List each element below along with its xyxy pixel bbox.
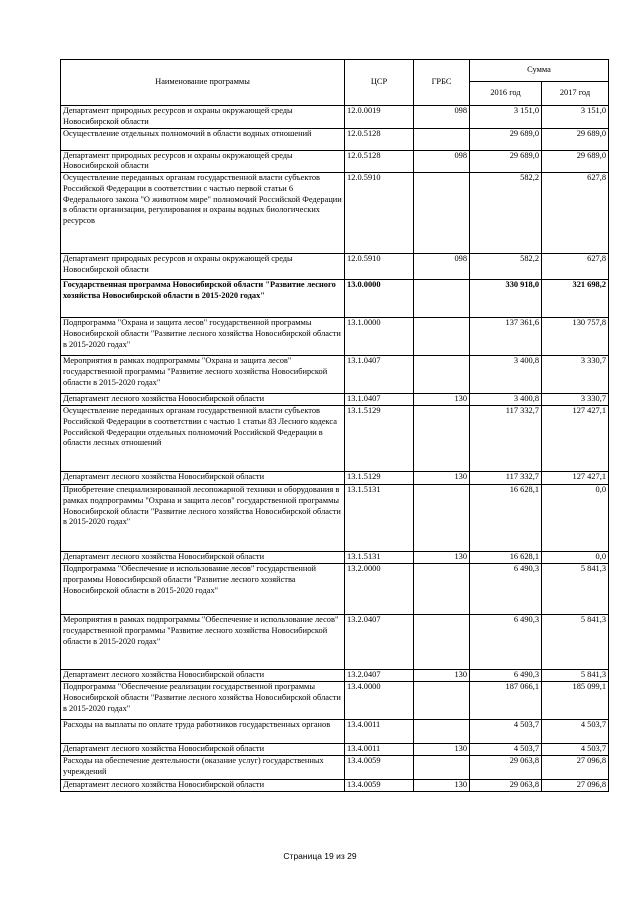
table-row: [61, 485, 609, 552]
amount-2016-cell: 6 490,3: [470, 670, 542, 682]
csr-cell: 12.0.5910: [345, 173, 414, 254]
grbs-cell: [414, 280, 470, 318]
grbs-cell: 130: [414, 780, 470, 792]
program-name-cell: Осуществление переданных органам государственной власти субъектов Российской Федерации в соответствии с частью 1 статьи 83 Лесного кодекса Российской Федерации отдельных полномочий Российской Федерации в области лесных отношений: [61, 406, 345, 472]
amount-2017-cell: 321 698,2: [542, 280, 609, 318]
program-name-cell: Мероприятия в рамках подпрограммы "Охрана и защита лесов" государственной программы "Развитие лесного хозяйства Новосибирской области в 2015-2020 годах": [61, 356, 345, 394]
program-name-cell: Департамент лесного хозяйства Новосибирской области: [61, 744, 345, 756]
amount-2017-cell: 3 151,0: [542, 106, 609, 129]
table-row: [61, 472, 609, 485]
amount-2016-cell: 29 063,8: [470, 756, 542, 780]
amount-2017-cell: 29 689,0: [542, 150, 609, 173]
amount-2017-cell: 185 099,1: [542, 682, 609, 720]
grbs-cell: [414, 318, 470, 356]
table-row: [61, 106, 609, 129]
amount-2017-cell: 130 757,8: [542, 318, 609, 356]
amount-2017-cell: 627,8: [542, 173, 609, 254]
program-name-cell: Расходы на обеспечение деятельности (оказание услуг) государственных учреждений: [61, 756, 345, 780]
program-name-cell: Расходы на выплаты по оплате труда работников государственных органов: [61, 720, 345, 744]
header-year-2017: 2017 год: [542, 82, 609, 106]
amount-2016-cell: 29 063,8: [470, 780, 542, 792]
csr-cell: 13.2.0407: [345, 670, 414, 682]
program-name-cell: Подпрограмма "Охрана и защита лесов" государственной программы Новосибирской области "Развитие лесного хозяйства Новосибирской области в 2015-2020 годах": [61, 318, 345, 356]
amount-2017-cell: 5 841,3: [542, 564, 609, 615]
table-row: [61, 780, 609, 792]
csr-cell: 12.0.5128: [345, 150, 414, 173]
grbs-cell: 130: [414, 744, 470, 756]
table-header: [61, 60, 609, 106]
table-row: [61, 720, 609, 744]
table-row: [61, 406, 609, 472]
program-name-cell: Подпрограмма "Обеспечение и использование лесов" государственной программы Новосибирской области "Развитие лесного хозяйства Новосибирской области в 2015-2020 годах": [61, 564, 345, 615]
grbs-cell: [414, 128, 470, 150]
table-row: [61, 356, 609, 394]
csr-cell: 13.4.0011: [345, 744, 414, 756]
program-name-cell: Приобретение специализированной лесопожарной техники и оборудования в рамках подпрограммы "Охрана и защита лесов" государственной программы Новосибирской области "Развитие лесного хозяйства Новосибирской области в 2015-2020 годах": [61, 485, 345, 552]
amount-2016-cell: 16 628,1: [470, 485, 542, 552]
csr-cell: 13.1.0000: [345, 318, 414, 356]
csr-cell: 13.2.0000: [345, 564, 414, 615]
program-name-cell: Осуществление переданных органам государственной власти субъектов Российской Федерации в соответствии с частью первой статьи 6 Федерального закона "О животном мире" полномочий Российской Федерации в области организации, регулирования и охраны водных биологических ресурсов: [61, 173, 345, 254]
csr-cell: 12.0.5128: [345, 128, 414, 150]
amount-2017-cell: 127 427,1: [542, 406, 609, 472]
program-name-cell: Департамент лесного хозяйства Новосибирской области: [61, 394, 345, 406]
table-row: [61, 254, 609, 280]
grbs-cell: [414, 682, 470, 720]
header-sum: Сумма: [470, 60, 609, 82]
header-name: Наименование программы: [61, 60, 345, 106]
csr-cell: 13.1.0407: [345, 394, 414, 406]
grbs-cell: [414, 356, 470, 394]
csr-cell: 12.0.5910: [345, 254, 414, 280]
table-row: [61, 128, 609, 150]
grbs-cell: [414, 173, 470, 254]
program-name-cell: Департамент лесного хозяйства Новосибирской области: [61, 780, 345, 792]
program-name-cell: Департамент лесного хозяйства Новосибирской области: [61, 670, 345, 682]
amount-2016-cell: 4 503,7: [470, 720, 542, 744]
table-row: [61, 552, 609, 564]
amount-2016-cell: 137 361,6: [470, 318, 542, 356]
amount-2016-cell: 16 628,1: [470, 552, 542, 564]
amount-2016-cell: 582,2: [470, 254, 542, 280]
grbs-cell: [414, 564, 470, 615]
header-csr: ЦСР: [345, 60, 414, 106]
grbs-cell: 130: [414, 670, 470, 682]
header-year-2016: 2016 год: [470, 82, 542, 106]
amount-2016-cell: 6 490,3: [470, 564, 542, 615]
program-name-cell: Департамент лесного хозяйства Новосибирской области: [61, 472, 345, 485]
csr-cell: 13.4.0000: [345, 682, 414, 720]
amount-2016-cell: 3 151,0: [470, 106, 542, 129]
amount-2017-cell: 29 689,0: [542, 128, 609, 150]
amount-2017-cell: 3 330,7: [542, 394, 609, 406]
table-row: [61, 744, 609, 756]
grbs-cell: [414, 720, 470, 744]
header-grbs: ГРБС: [414, 60, 470, 106]
table-body: [61, 106, 609, 792]
amount-2016-cell: 187 066,1: [470, 682, 542, 720]
amount-2016-cell: 582,2: [470, 173, 542, 254]
csr-cell: 13.1.5129: [345, 472, 414, 485]
amount-2017-cell: 127 427,1: [542, 472, 609, 485]
grbs-cell: [414, 406, 470, 472]
table-row: [61, 318, 609, 356]
table-row: [61, 564, 609, 615]
csr-cell: 13.1.5131: [345, 552, 414, 564]
table-row: [61, 756, 609, 780]
amount-2016-cell: 330 918,0: [470, 280, 542, 318]
amount-2016-cell: 117 332,7: [470, 406, 542, 472]
program-name-cell: Департамент лесного хозяйства Новосибирской области: [61, 552, 345, 564]
table-row: [61, 173, 609, 254]
program-name-cell: Подпрограмма "Обеспечение реализации государственной программы Новосибирской области "Развитие лесного хозяйства Новосибирской области в 2015-2020 годах": [61, 682, 345, 720]
grbs-cell: [414, 485, 470, 552]
amount-2016-cell: 29 689,0: [470, 150, 542, 173]
amount-2016-cell: 3 400,8: [470, 356, 542, 394]
amount-2017-cell: 4 503,7: [542, 744, 609, 756]
csr-cell: 13.0.0000: [345, 280, 414, 318]
table-row: [61, 150, 609, 173]
amount-2017-cell: 5 841,3: [542, 615, 609, 670]
amount-2017-cell: 27 096,8: [542, 780, 609, 792]
amount-2017-cell: 4 503,7: [542, 720, 609, 744]
grbs-cell: 130: [414, 552, 470, 564]
amount-2016-cell: 6 490,3: [470, 615, 542, 670]
grbs-cell: 098: [414, 150, 470, 173]
grbs-cell: [414, 756, 470, 780]
grbs-cell: 130: [414, 472, 470, 485]
amount-2017-cell: 0,0: [542, 552, 609, 564]
budget-table: [60, 59, 609, 792]
csr-cell: 13.1.0407: [345, 356, 414, 394]
csr-cell: 13.1.5131: [345, 485, 414, 552]
csr-cell: 12.0.0019: [345, 106, 414, 129]
table-row: [61, 682, 609, 720]
amount-2017-cell: 27 096,8: [542, 756, 609, 780]
amount-2017-cell: 3 330,7: [542, 356, 609, 394]
grbs-cell: 130: [414, 394, 470, 406]
program-name-cell: Государственная программа Новосибирской области "Развитие лесного хозяйства Новосибирской области в 2015-2020 годах": [61, 280, 345, 318]
amount-2017-cell: 627,8: [542, 254, 609, 280]
program-name-cell: Департамент природных ресурсов и охраны окружающей среды Новосибирской области: [61, 150, 345, 173]
grbs-cell: 098: [414, 106, 470, 129]
program-name-cell: Мероприятия в рамках подпрограммы "Обеспечение и использование лесов" государственной программы "Развитие лесного хозяйства Новосибирской области в 2015-2020 годах": [61, 615, 345, 670]
csr-cell: 13.4.0011: [345, 720, 414, 744]
table-row: [61, 670, 609, 682]
table-row: [61, 615, 609, 670]
csr-cell: 13.4.0059: [345, 780, 414, 792]
table-row: [61, 280, 609, 318]
amount-2016-cell: 4 503,7: [470, 744, 542, 756]
amount-2017-cell: 5 841,3: [542, 670, 609, 682]
amount-2016-cell: 3 400,8: [470, 394, 542, 406]
amount-2016-cell: 117 332,7: [470, 472, 542, 485]
amount-2016-cell: 29 689,0: [470, 128, 542, 150]
program-name-cell: Осуществление отдельных полномочий в области водных отношений: [61, 128, 345, 150]
csr-cell: 13.4.0059: [345, 756, 414, 780]
program-name-cell: Департамент природных ресурсов и охраны окружающей среды Новосибирской области: [61, 254, 345, 280]
program-name-cell: Департамент природных ресурсов и охраны окружающей среды Новосибирской области: [61, 106, 345, 129]
csr-cell: 13.1.5129: [345, 406, 414, 472]
amount-2017-cell: 0,0: [542, 485, 609, 552]
page-number: Страница 19 из 29: [283, 851, 357, 861]
csr-cell: 13.2.0407: [345, 615, 414, 670]
grbs-cell: 098: [414, 254, 470, 280]
table-row: [61, 394, 609, 406]
grbs-cell: [414, 615, 470, 670]
